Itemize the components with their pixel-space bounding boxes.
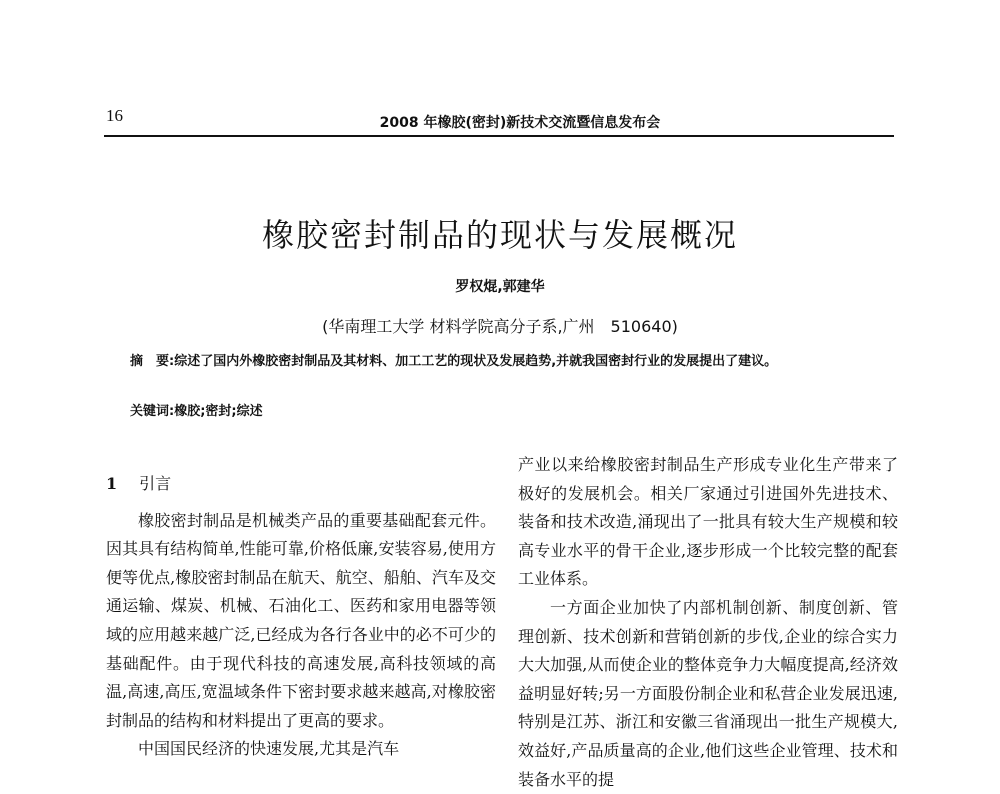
- keywords: [130, 400, 263, 419]
- right-paragraph-2: 一方面企业加快了内部机制创新、制度创新、管理创新、技术创新和营销创新的步伐,企业的综合实力大大加强,从而使企业的整体竞争力大幅度提高,经济效益明显好转;另一方面股份制企业和私营企业发展迅速,特别是江苏、浙江和安徽三省涌现出一批生产规模大,效益好,产品质量高的企业,他们这些企业管理、技术和装备水平的提: [518, 597, 898, 789]
- intro-paragraph-2: 中国国民经济的快速发展,尤其是汽车: [138, 739, 400, 759]
- article-title: 橡胶密封制品的现状与发展概况: [261, 216, 738, 254]
- intro-paragraph-1: 橡胶密封制品是机械类产品的重要基础配套元件。因其具有结构简单,性能可靠,价格低廉,安装容易,使用方便等优点,橡胶密封制品在航天、航空、船舶、汽车及交通运输、煤炭、机械、石油化工、医药和家用电器等领域的应用越来越广泛,已经成为各行各业中的必不可少的基础配件。由于现代科技的高速发展,高科技领域的高温,高速,高压,宽温域条件下密封要求越来越高,对橡胶密封制品的结构和材料提出了更高的要求。: [106, 510, 496, 730]
- abstract-label: 摘 要:: [130, 354, 175, 369]
- running-head: 2008 年橡胶(密封)新技术交流暨信息发布会: [379, 115, 661, 131]
- affiliation: (华南理工大学 材料学院高分子系,广州 510640): [322, 317, 678, 336]
- section-title: 引言: [139, 474, 172, 493]
- right-column: [518, 451, 898, 794]
- authors: 罗权焜,郭建华: [455, 279, 545, 295]
- keywords-text: 橡胶;密封;综述: [174, 404, 263, 419]
- abstract: [130, 349, 900, 374]
- abstract-text: 综述了国内外橡胶密封制品及其材料、加工工艺的现状及发展趋势,并就我国密封行业的发展提出了建议。: [174, 354, 778, 369]
- left-column: [106, 470, 496, 764]
- page-number: 16: [106, 106, 123, 125]
- section-heading: [106, 470, 496, 499]
- keywords-label: 关键词:: [130, 404, 175, 419]
- right-paragraph-1: 产业以来给橡胶密封制品生产形成专业化生产带来了极好的发展机会。相关厂家通过引进国外先进技术、装备和技术改造,涌现出了一批具有较大生产规模和较高专业水平的骨干企业,逐步形成一个比较完整的配套工业体系。: [518, 455, 898, 589]
- section-number: 1: [106, 474, 118, 493]
- header-rule: [104, 135, 894, 137]
